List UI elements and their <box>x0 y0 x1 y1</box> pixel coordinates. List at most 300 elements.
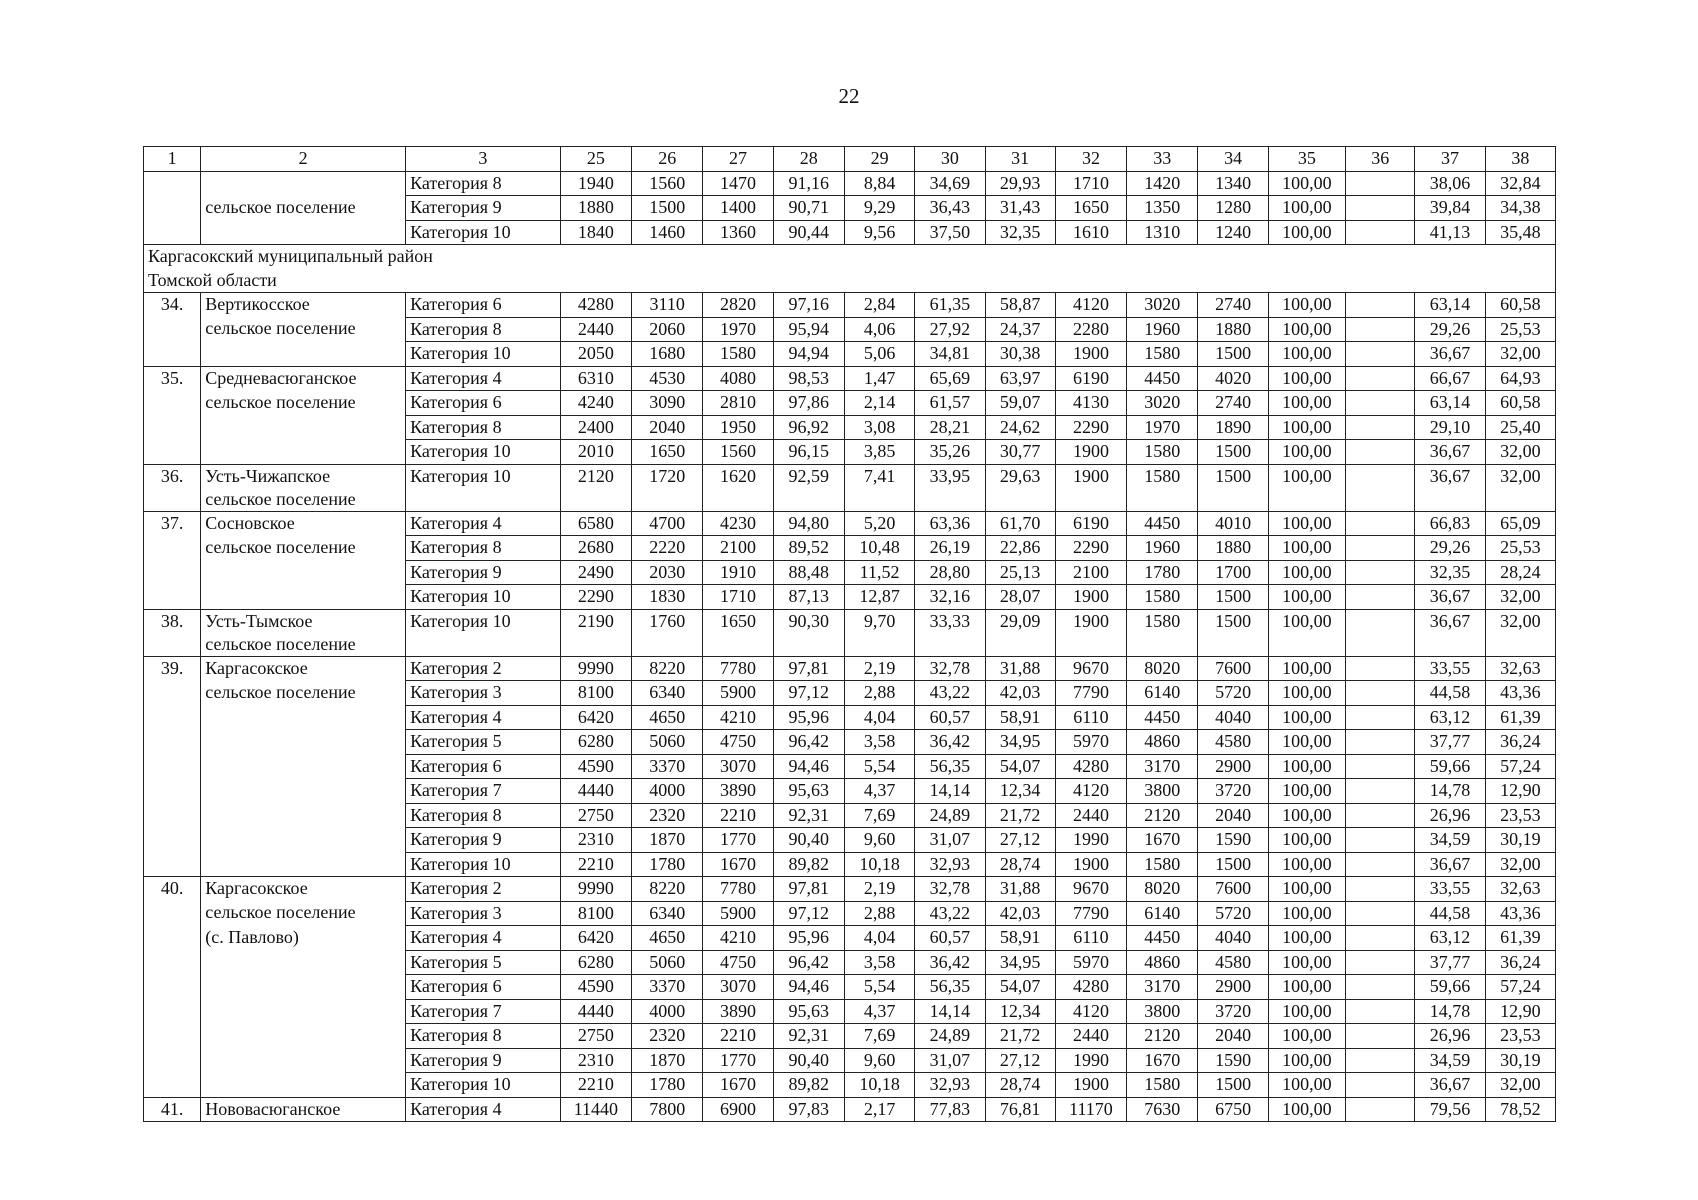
value-cell <box>1346 536 1415 561</box>
table-row <box>144 196 1556 221</box>
value-cell: 6190 <box>1055 511 1126 536</box>
value-cell <box>1346 705 1415 730</box>
value-cell: 1670 <box>1127 1048 1198 1073</box>
table-row <box>144 901 1556 926</box>
category-cell: Категория 8 <box>406 171 561 196</box>
table-row <box>144 730 1556 755</box>
value-cell: 34,69 <box>915 171 985 196</box>
header-cell: 2 <box>201 147 406 172</box>
value-cell: 100,00 <box>1268 999 1345 1024</box>
category-cell: Категория 5 <box>406 950 561 975</box>
settlement-name-line: Усть-Чижапское <box>205 465 331 486</box>
page-number: 22 <box>838 84 860 108</box>
value-cell: 4650 <box>632 705 703 730</box>
value-cell <box>1346 803 1415 828</box>
value-cell: 5060 <box>632 730 703 755</box>
value-cell: 2320 <box>632 803 703 828</box>
value-cell: 28,24 <box>1485 560 1555 585</box>
row-number-cell <box>144 1024 201 1049</box>
value-cell: 1580 <box>1127 440 1198 465</box>
value-cell: 1720 <box>632 464 703 511</box>
header-cell: 1 <box>144 147 201 172</box>
value-cell: 2100 <box>703 536 773 561</box>
value-cell: 31,43 <box>985 196 1055 221</box>
settlement-name-cell <box>201 730 406 755</box>
value-cell: 8100 <box>560 901 631 926</box>
value-cell: 32,35 <box>1415 560 1485 585</box>
value-cell: 100,00 <box>1268 511 1345 536</box>
value-cell: 7630 <box>1127 1097 1198 1122</box>
table-row <box>144 511 1556 536</box>
value-cell: 23,53 <box>1485 803 1555 828</box>
value-cell: 1780 <box>1127 560 1198 585</box>
value-cell: 1680 <box>632 342 703 367</box>
settlement-name-cell <box>201 828 406 853</box>
settlement-name-cell: Нововасюганское <box>201 1097 406 1122</box>
value-cell: 100,00 <box>1268 366 1345 391</box>
value-cell: 100,00 <box>1268 779 1345 804</box>
value-cell: 14,78 <box>1415 779 1485 804</box>
value-cell: 89,82 <box>773 852 844 877</box>
table-row <box>144 779 1556 804</box>
value-cell: 7800 <box>632 1097 703 1122</box>
value-cell: 8100 <box>560 681 631 706</box>
value-cell: 92,31 <box>773 803 844 828</box>
value-cell: 100,00 <box>1268 1048 1345 1073</box>
value-cell: 25,40 <box>1485 415 1555 440</box>
row-number-cell <box>144 317 201 342</box>
value-cell: 63,12 <box>1415 705 1485 730</box>
value-cell: 24,62 <box>985 415 1055 440</box>
value-cell: 7,69 <box>844 1024 914 1049</box>
value-cell: 3,08 <box>844 415 914 440</box>
value-cell: 28,80 <box>915 560 985 585</box>
value-cell: 2750 <box>560 1024 631 1049</box>
value-cell <box>1346 877 1415 902</box>
value-cell <box>1346 1097 1415 1122</box>
value-cell: 4580 <box>1198 730 1268 755</box>
value-cell: 7600 <box>1198 877 1268 902</box>
header-cell: 34 <box>1198 147 1268 172</box>
value-cell: 32,93 <box>915 1073 985 1098</box>
value-cell: 100,00 <box>1268 730 1345 755</box>
value-cell: 4,04 <box>844 705 914 730</box>
value-cell: 9670 <box>1055 656 1126 681</box>
value-cell: 61,39 <box>1485 926 1555 951</box>
value-cell: 58,87 <box>985 293 1055 318</box>
value-cell: 1500 <box>1198 852 1268 877</box>
value-cell: 2120 <box>560 464 631 511</box>
value-cell: 11170 <box>1055 1097 1126 1122</box>
value-cell: 9990 <box>560 656 631 681</box>
value-cell: 34,59 <box>1415 828 1485 853</box>
value-cell: 8220 <box>632 656 703 681</box>
header-cell: 36 <box>1346 147 1415 172</box>
value-cell: 4590 <box>560 754 631 779</box>
category-cell: Категория 5 <box>406 730 561 755</box>
value-cell: 29,09 <box>985 609 1055 656</box>
row-number-cell <box>144 681 201 706</box>
value-cell: 96,42 <box>773 950 844 975</box>
value-cell: 1610 <box>1055 220 1126 245</box>
value-cell: 31,07 <box>915 828 985 853</box>
table-row <box>144 220 1556 245</box>
value-cell: 36,42 <box>915 950 985 975</box>
value-cell <box>1346 1024 1415 1049</box>
value-cell: 25,53 <box>1485 317 1555 342</box>
value-cell: 97,12 <box>773 681 844 706</box>
row-number-cell <box>144 440 201 465</box>
value-cell: 92,59 <box>773 464 844 511</box>
value-cell: 5720 <box>1198 901 1268 926</box>
value-cell: 7780 <box>703 656 773 681</box>
table-row <box>144 440 1556 465</box>
value-cell: 2060 <box>632 317 703 342</box>
value-cell: 32,63 <box>1485 877 1555 902</box>
value-cell: 6280 <box>560 730 631 755</box>
row-number-cell: 39. <box>144 656 201 681</box>
value-cell: 1580 <box>1127 609 1198 656</box>
value-cell: 42,03 <box>985 901 1055 926</box>
value-cell: 3890 <box>703 999 773 1024</box>
value-cell: 60,58 <box>1485 391 1555 416</box>
table-row <box>144 609 1556 656</box>
value-cell: 1900 <box>1055 852 1126 877</box>
value-cell: 100,00 <box>1268 1073 1345 1098</box>
tariff-table <box>143 146 1556 1122</box>
value-cell: 4,04 <box>844 926 914 951</box>
value-cell: 8020 <box>1127 877 1198 902</box>
value-cell: 30,77 <box>985 440 1055 465</box>
value-cell: 58,91 <box>985 705 1055 730</box>
value-cell: 1350 <box>1127 196 1198 221</box>
value-cell: 6420 <box>560 705 631 730</box>
category-cell: Категория 10 <box>406 1073 561 1098</box>
value-cell: 1280 <box>1198 196 1268 221</box>
settlement-name-cell: Каргасокское <box>201 656 406 681</box>
value-cell: 2190 <box>560 609 631 656</box>
value-cell: 1650 <box>1055 196 1126 221</box>
category-cell: Категория 3 <box>406 901 561 926</box>
value-cell: 9,29 <box>844 196 914 221</box>
row-number-cell: 36. <box>144 464 201 511</box>
value-cell: 1760 <box>632 609 703 656</box>
value-cell: 28,74 <box>985 1073 1055 1098</box>
value-cell: 2900 <box>1198 975 1268 1000</box>
value-cell: 21,72 <box>985 1024 1055 1049</box>
value-cell: 100,00 <box>1268 926 1345 951</box>
value-cell: 1500 <box>1198 609 1268 656</box>
table-row <box>144 560 1556 585</box>
table-row <box>144 950 1556 975</box>
value-cell: 9670 <box>1055 877 1126 902</box>
value-cell: 14,14 <box>915 779 985 804</box>
value-cell: 1650 <box>632 440 703 465</box>
value-cell: 2820 <box>703 293 773 318</box>
value-cell: 28,74 <box>985 852 1055 877</box>
value-cell: 1870 <box>632 828 703 853</box>
row-number-cell: 34. <box>144 293 201 318</box>
value-cell: 1310 <box>1127 220 1198 245</box>
settlement-name-line: сельское поселение <box>205 488 356 509</box>
value-cell: 21,72 <box>985 803 1055 828</box>
value-cell: 30,19 <box>1485 828 1555 853</box>
value-cell: 58,91 <box>985 926 1055 951</box>
value-cell: 2290 <box>1055 536 1126 561</box>
value-cell: 36,67 <box>1415 440 1485 465</box>
value-cell: 7600 <box>1198 656 1268 681</box>
value-cell: 41,13 <box>1415 220 1485 245</box>
table-row <box>144 705 1556 730</box>
value-cell: 3720 <box>1198 779 1268 804</box>
value-cell: 1780 <box>632 1073 703 1098</box>
value-cell: 59,66 <box>1415 975 1485 1000</box>
table-row <box>144 464 1556 511</box>
value-cell: 100,00 <box>1268 196 1345 221</box>
value-cell: 5,54 <box>844 754 914 779</box>
value-cell: 1990 <box>1055 828 1126 853</box>
value-cell: 97,12 <box>773 901 844 926</box>
settlement-name-cell: (с. Павлово) <box>201 926 406 951</box>
value-cell: 4,37 <box>844 779 914 804</box>
value-cell: 60,58 <box>1485 293 1555 318</box>
table-row <box>144 415 1556 440</box>
header-cell: 37 <box>1415 147 1485 172</box>
value-cell: 38,06 <box>1415 171 1485 196</box>
value-cell: 1590 <box>1198 1048 1268 1073</box>
row-number-cell <box>144 560 201 585</box>
value-cell: 32,00 <box>1485 1073 1555 1098</box>
value-cell: 2490 <box>560 560 631 585</box>
value-cell: 2310 <box>560 828 631 853</box>
value-cell: 23,53 <box>1485 1024 1555 1049</box>
table-row <box>144 536 1556 561</box>
value-cell: 100,00 <box>1268 440 1345 465</box>
table-row <box>144 1073 1556 1098</box>
value-cell: 1970 <box>1127 415 1198 440</box>
value-cell: 98,53 <box>773 366 844 391</box>
row-number-cell <box>144 901 201 926</box>
value-cell: 100,00 <box>1268 1024 1345 1049</box>
value-cell: 1560 <box>703 440 773 465</box>
settlement-name-cell <box>201 754 406 779</box>
row-number-cell: 41. <box>144 1097 201 1122</box>
value-cell: 6750 <box>1198 1097 1268 1122</box>
category-cell: Категория 6 <box>406 293 561 318</box>
value-cell: 36,67 <box>1415 585 1485 610</box>
value-cell: 1650 <box>703 609 773 656</box>
value-cell: 1500 <box>1198 440 1268 465</box>
value-cell: 1960 <box>1127 536 1198 561</box>
category-cell: Категория 2 <box>406 877 561 902</box>
value-cell: 1960 <box>1127 317 1198 342</box>
value-cell: 90,44 <box>773 220 844 245</box>
value-cell: 94,46 <box>773 975 844 1000</box>
value-cell: 3070 <box>703 975 773 1000</box>
value-cell: 4240 <box>560 391 631 416</box>
value-cell: 44,58 <box>1415 901 1485 926</box>
category-cell: Категория 10 <box>406 440 561 465</box>
value-cell: 3890 <box>703 779 773 804</box>
value-cell: 60,57 <box>915 705 985 730</box>
table-row <box>144 999 1556 1024</box>
value-cell: 1670 <box>703 1073 773 1098</box>
value-cell: 3170 <box>1127 754 1198 779</box>
value-cell: 14,78 <box>1415 999 1485 1024</box>
table-row <box>144 366 1556 391</box>
value-cell: 12,87 <box>844 585 914 610</box>
value-cell: 4040 <box>1198 926 1268 951</box>
value-cell: 91,16 <box>773 171 844 196</box>
value-cell: 100,00 <box>1268 901 1345 926</box>
value-cell: 32,84 <box>1485 171 1555 196</box>
value-cell: 1580 <box>703 342 773 367</box>
value-cell: 92,31 <box>773 1024 844 1049</box>
category-cell: Категория 7 <box>406 999 561 1024</box>
value-cell: 1580 <box>1127 342 1198 367</box>
value-cell: 1840 <box>560 220 631 245</box>
value-cell <box>1346 901 1415 926</box>
value-cell: 4530 <box>632 366 703 391</box>
value-cell <box>1346 560 1415 585</box>
value-cell: 89,52 <box>773 536 844 561</box>
value-cell: 1500 <box>632 196 703 221</box>
value-cell <box>1346 196 1415 221</box>
table-row <box>144 1097 1556 1122</box>
value-cell: 57,24 <box>1485 754 1555 779</box>
header-cell: 30 <box>915 147 985 172</box>
value-cell <box>1346 975 1415 1000</box>
table-body <box>144 147 1556 1122</box>
value-cell: 4000 <box>632 999 703 1024</box>
value-cell: 100,00 <box>1268 342 1345 367</box>
value-cell: 4020 <box>1198 366 1268 391</box>
value-cell: 43,36 <box>1485 901 1555 926</box>
value-cell: 1,47 <box>844 366 914 391</box>
value-cell: 3,58 <box>844 730 914 755</box>
category-cell: Категория 4 <box>406 926 561 951</box>
table-row <box>144 1048 1556 1073</box>
category-cell: Категория 6 <box>406 391 561 416</box>
value-cell: 96,42 <box>773 730 844 755</box>
value-cell: 2010 <box>560 440 631 465</box>
value-cell: 100,00 <box>1268 415 1345 440</box>
value-cell: 97,81 <box>773 656 844 681</box>
table-row <box>144 926 1556 951</box>
value-cell: 4130 <box>1055 391 1126 416</box>
value-cell: 5970 <box>1055 950 1126 975</box>
category-cell: Категория 2 <box>406 656 561 681</box>
settlement-name-cell: сельское поселение <box>201 536 406 561</box>
value-cell: 31,88 <box>985 877 1055 902</box>
row-number-cell <box>144 926 201 951</box>
value-cell: 1780 <box>632 852 703 877</box>
category-cell: Категория 7 <box>406 779 561 804</box>
value-cell: 4580 <box>1198 950 1268 975</box>
value-cell: 94,46 <box>773 754 844 779</box>
value-cell: 24,37 <box>985 317 1055 342</box>
value-cell: 32,16 <box>915 585 985 610</box>
table-row <box>144 852 1556 877</box>
value-cell: 3370 <box>632 975 703 1000</box>
value-cell: 29,10 <box>1415 415 1485 440</box>
value-cell: 2210 <box>703 803 773 828</box>
value-cell: 1420 <box>1127 171 1198 196</box>
header-cell: 29 <box>844 147 914 172</box>
table-row <box>144 656 1556 681</box>
value-cell: 1940 <box>560 171 631 196</box>
row-number-cell: 40. <box>144 877 201 902</box>
value-cell: 1710 <box>703 585 773 610</box>
value-cell: 9,70 <box>844 609 914 656</box>
value-cell: 59,07 <box>985 391 1055 416</box>
value-cell: 100,00 <box>1268 293 1345 318</box>
value-cell: 7780 <box>703 877 773 902</box>
value-cell: 2100 <box>1055 560 1126 585</box>
value-cell: 2220 <box>632 536 703 561</box>
value-cell: 56,35 <box>915 975 985 1000</box>
header-cell: 38 <box>1485 147 1555 172</box>
row-number-cell <box>144 171 201 196</box>
value-cell: 9,60 <box>844 828 914 853</box>
category-cell: Категория 8 <box>406 536 561 561</box>
value-cell: 10,18 <box>844 852 914 877</box>
value-cell: 1620 <box>703 464 773 511</box>
value-cell: 4280 <box>1055 754 1126 779</box>
value-cell: 2,14 <box>844 391 914 416</box>
settlement-name-cell <box>201 440 406 465</box>
value-cell: 100,00 <box>1268 975 1345 1000</box>
value-cell <box>1346 366 1415 391</box>
value-cell: 1670 <box>1127 828 1198 853</box>
settlement-name-cell <box>201 1048 406 1073</box>
settlement-name-cell <box>201 464 406 511</box>
value-cell: 14,14 <box>915 999 985 1024</box>
header-cell: 33 <box>1127 147 1198 172</box>
settlement-name-cell <box>201 609 406 656</box>
value-cell: 4860 <box>1127 950 1198 975</box>
value-cell: 4860 <box>1127 730 1198 755</box>
value-cell: 1970 <box>703 317 773 342</box>
table-row <box>144 681 1556 706</box>
category-cell: Категория 3 <box>406 681 561 706</box>
value-cell: 100,00 <box>1268 609 1345 656</box>
value-cell: 32,63 <box>1485 656 1555 681</box>
value-cell: 7790 <box>1055 901 1126 926</box>
settlement-name-cell <box>201 560 406 585</box>
row-number-cell <box>144 536 201 561</box>
value-cell: 6900 <box>703 1097 773 1122</box>
value-cell: 3170 <box>1127 975 1198 1000</box>
value-cell: 2440 <box>560 317 631 342</box>
value-cell: 36,42 <box>915 730 985 755</box>
header-cell: 26 <box>632 147 703 172</box>
value-cell: 77,83 <box>915 1097 985 1122</box>
value-cell: 2,19 <box>844 656 914 681</box>
value-cell: 1240 <box>1198 220 1268 245</box>
value-cell: 1400 <box>703 196 773 221</box>
row-number-cell <box>144 196 201 221</box>
value-cell: 2210 <box>703 1024 773 1049</box>
value-cell: 6310 <box>560 366 631 391</box>
table-row <box>144 1024 1556 1049</box>
value-cell: 36,24 <box>1485 730 1555 755</box>
header-cell: 25 <box>560 147 631 172</box>
value-cell: 88,48 <box>773 560 844 585</box>
settlement-name-cell: сельское поселение <box>201 901 406 926</box>
value-cell: 2210 <box>560 1073 631 1098</box>
value-cell <box>1346 1048 1415 1073</box>
